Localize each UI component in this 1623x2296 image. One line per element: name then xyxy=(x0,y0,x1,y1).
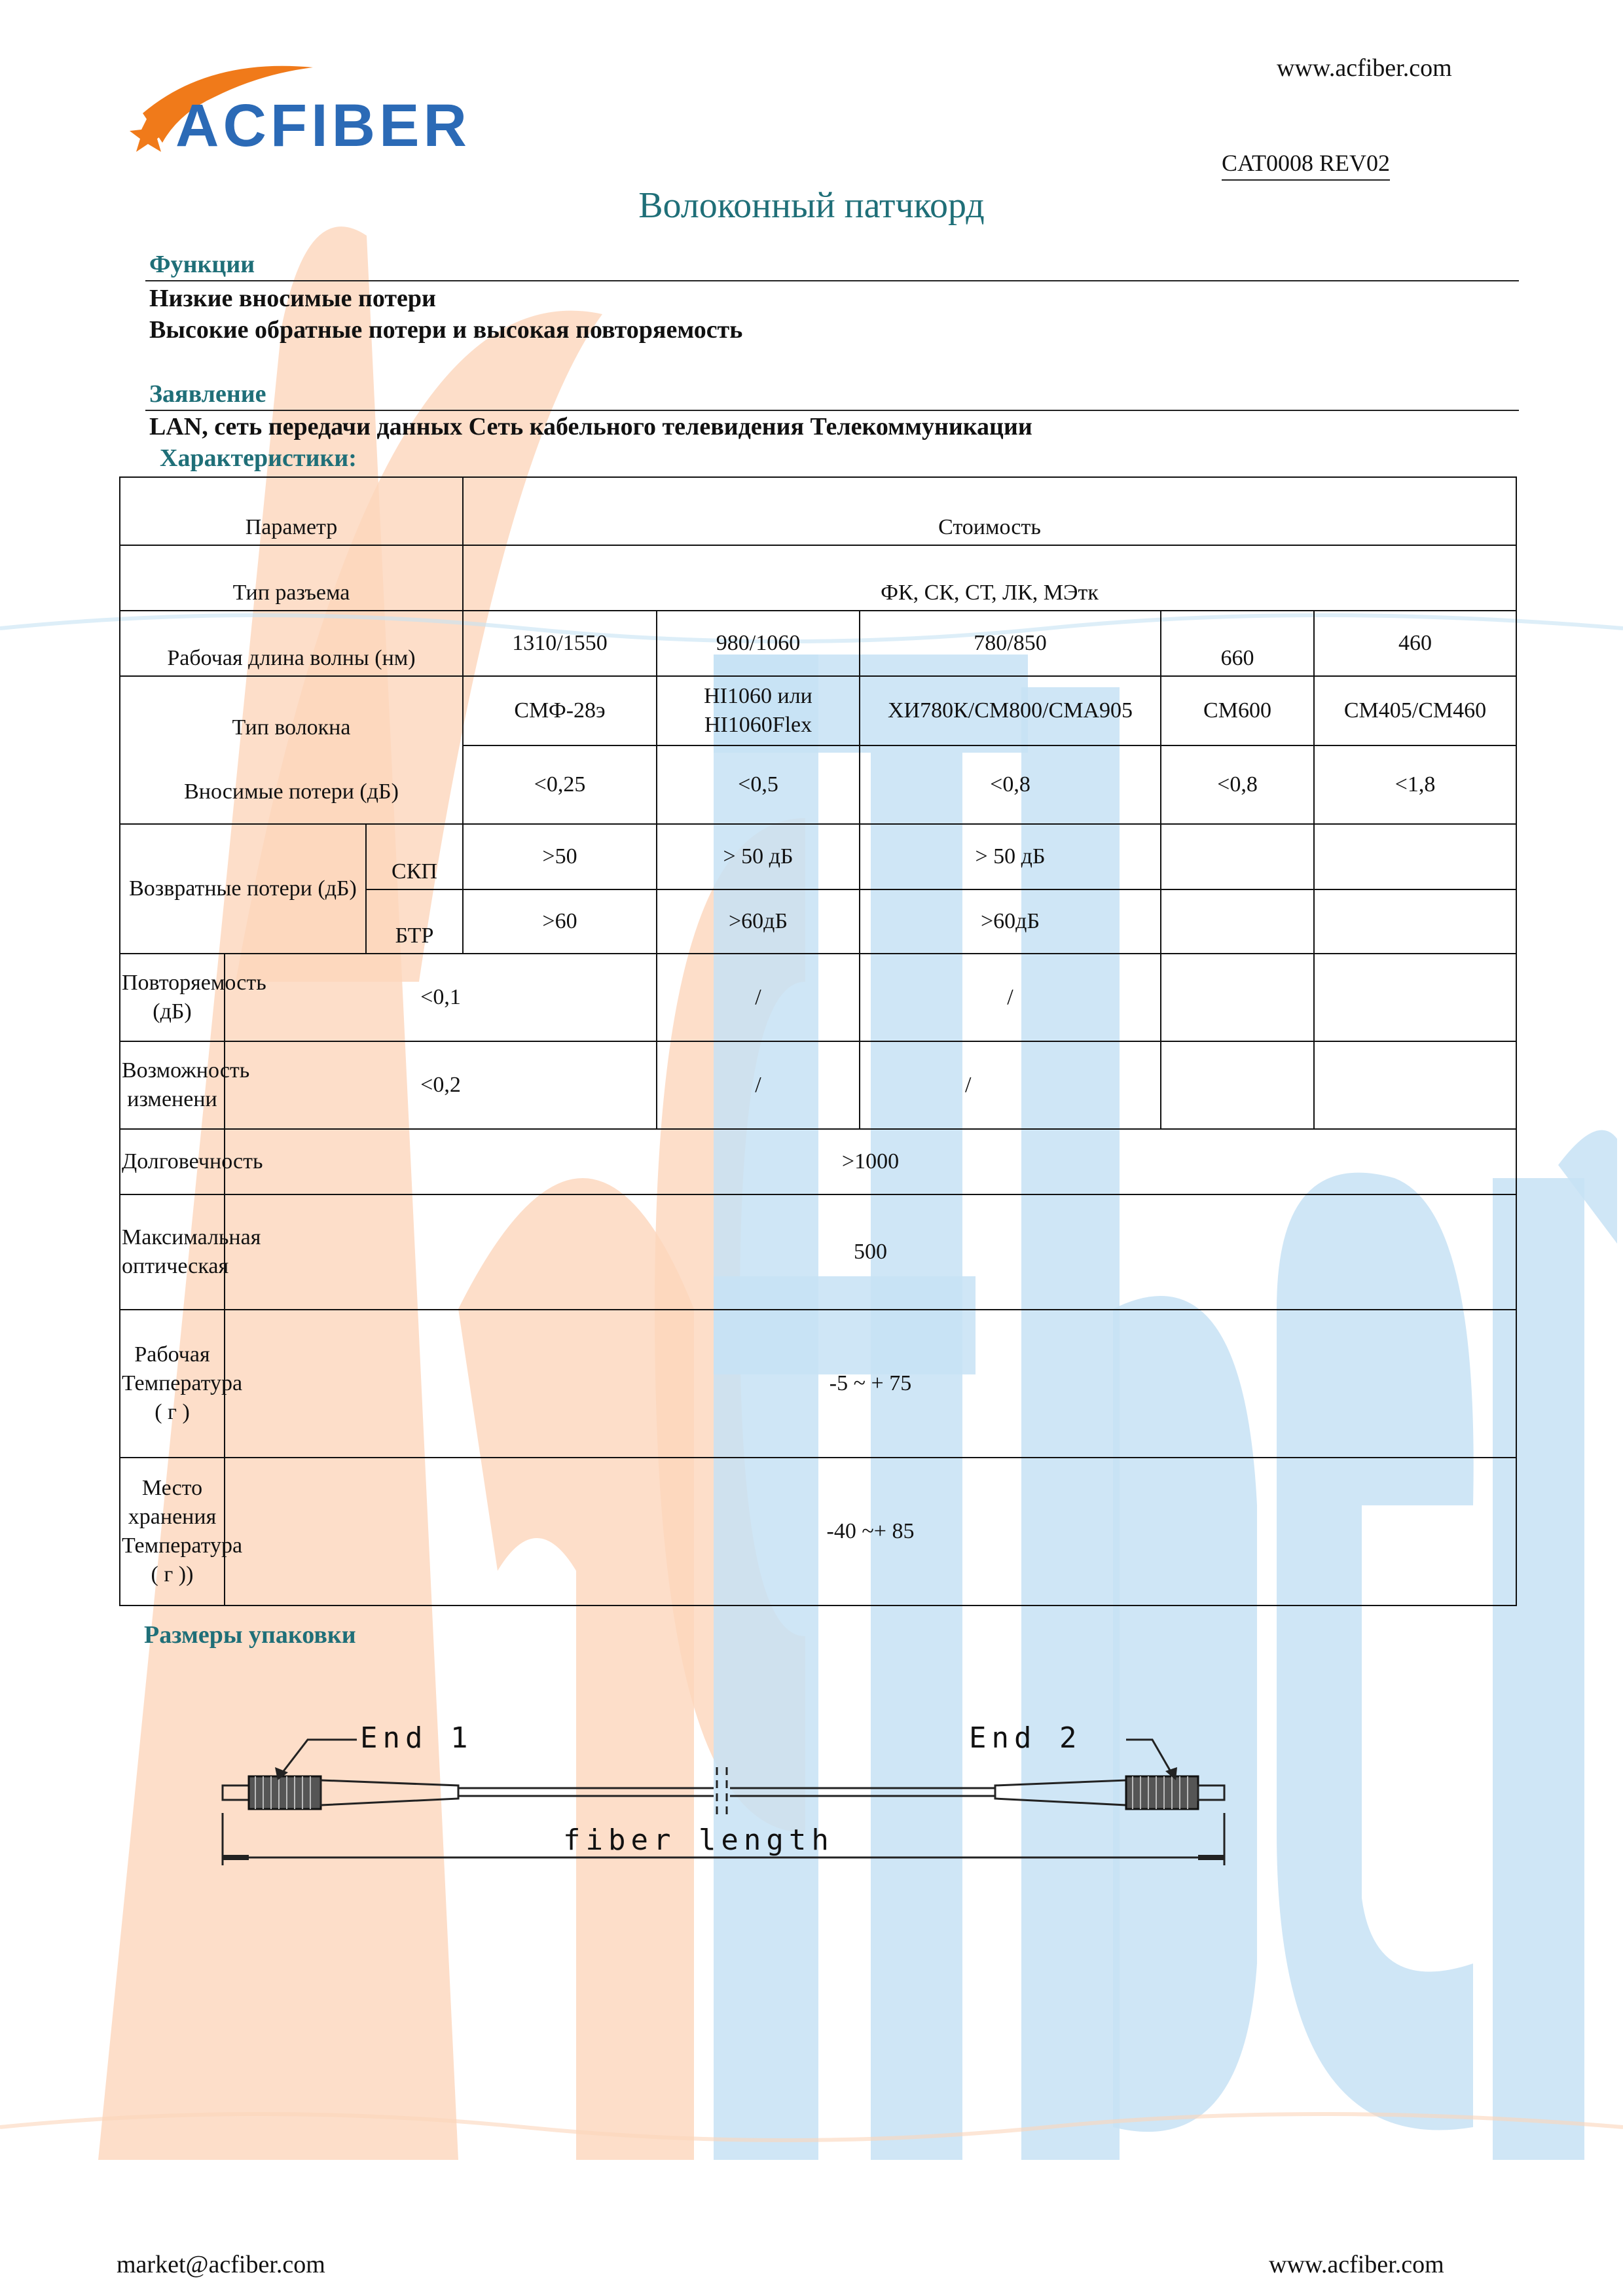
table-cell: > 50 дБ xyxy=(657,824,860,889)
table-cell xyxy=(1314,889,1516,954)
table-row xyxy=(120,954,1516,1041)
footer-email[interactable]: market@acfiber.com xyxy=(117,2251,325,2278)
table-cell: <1,8 xyxy=(1314,745,1516,824)
fiber-length-label: fiber length xyxy=(563,1823,834,1857)
table-cell xyxy=(1314,824,1516,889)
table-cell: 780/850 xyxy=(860,611,1161,676)
table-cell xyxy=(1161,954,1314,1041)
table-cell: СМ405/СМ460 xyxy=(1314,676,1516,745)
table-cell xyxy=(1161,1041,1314,1129)
table-cell: / xyxy=(657,954,860,1041)
table-header-cell: Стоимость xyxy=(463,477,1516,545)
statement-divider xyxy=(145,410,1519,411)
table-cell: <0,1 xyxy=(225,954,657,1041)
table-cell: Рабочая длина волны (нм) xyxy=(120,611,463,676)
table-row xyxy=(120,824,1516,889)
statement-text: LAN, сеть передачи данных Сеть кабельного телевидения Телекоммуникации xyxy=(149,413,1032,440)
table-cell: СКП xyxy=(366,824,463,889)
table-cell xyxy=(1161,824,1314,889)
table-cell xyxy=(1314,1041,1516,1129)
table-cell: Повторяемость (дБ) xyxy=(120,954,225,1041)
table-cell: Место хранения Температура ( г )) xyxy=(120,1458,225,1605)
table-cell xyxy=(1161,889,1314,954)
table-row xyxy=(120,477,1516,545)
footer-website[interactable]: www.acfiber.com xyxy=(1269,2251,1444,2278)
table-cell: -5 ~ + 75 xyxy=(225,1310,1516,1458)
table-row xyxy=(120,1194,1516,1310)
table-row xyxy=(120,1310,1516,1458)
statement-heading: Заявление xyxy=(149,380,266,408)
table-cell: Возможность изменени xyxy=(120,1041,225,1129)
table-cell: ФК, СК, СТ, ЛК, МЭтк xyxy=(463,545,1516,611)
fiber-type-label: Тип волокна xyxy=(232,715,351,740)
functions-divider xyxy=(145,280,1519,281)
table-cell: СМФ-28э xyxy=(463,676,657,745)
table-header-cell: Параметр xyxy=(120,477,463,545)
page-title: Волоконный патчкорд xyxy=(638,185,985,226)
table-cell: >60дБ xyxy=(657,889,860,954)
table-cell: / xyxy=(860,954,1161,1041)
table-cell: >60 xyxy=(463,889,657,954)
table-cell: >1000 xyxy=(225,1129,1516,1194)
acfiber-logo xyxy=(117,51,471,162)
table-cell: Долговечность xyxy=(120,1129,225,1194)
table-cell: <0,8 xyxy=(860,745,1161,824)
characteristics-heading: Характеристики: xyxy=(160,444,357,472)
table-cell: HI1060 или HI1060Flex xyxy=(657,676,860,745)
table-cell: 1310/1550 xyxy=(463,611,657,676)
table-cell: <0,8 xyxy=(1161,745,1314,824)
table-cell: > 50 дБ xyxy=(860,824,1161,889)
table-cell: 980/1060 xyxy=(657,611,860,676)
table-cell xyxy=(1314,954,1516,1041)
table-row xyxy=(120,611,1516,676)
table-row xyxy=(120,545,1516,611)
logo-text: ACFIBER xyxy=(175,92,471,159)
table-cell: 500 xyxy=(225,1194,1516,1310)
function-item: Высокие обратные потери и высокая повторяемость xyxy=(149,316,743,344)
table-cell: >60дБ xyxy=(860,889,1161,954)
function-item: Низкие вносимые потери xyxy=(149,285,436,312)
table-cell: Тип разъема xyxy=(120,545,463,611)
table-cell: Максимальная оптическая xyxy=(120,1194,225,1310)
table-cell: <0,5 xyxy=(657,745,860,824)
packaging-heading: Размеры упаковки xyxy=(144,1621,356,1649)
table-cell xyxy=(120,676,463,824)
specifications-table xyxy=(119,476,1517,1606)
table-cell: <0,25 xyxy=(463,745,657,824)
table-row xyxy=(120,1129,1516,1194)
table-cell: СМ600 xyxy=(1161,676,1314,745)
header-website: www.acfiber.com xyxy=(1277,54,1452,82)
fiber-patchcord-diagram xyxy=(210,1708,1257,1878)
table-cell: >50 xyxy=(463,824,657,889)
table-cell: ХИ780К/СМ800/СМА905 xyxy=(860,676,1161,745)
table-row xyxy=(120,1041,1516,1129)
table-cell: / xyxy=(860,1041,1161,1129)
insertion-loss-label: Вносимые потери (дБ) xyxy=(184,780,399,804)
table-cell: Рабочая Температура ( г ) xyxy=(120,1310,225,1458)
table-cell: <0,2 xyxy=(225,1041,657,1129)
end-1-label: End 1 xyxy=(360,1721,473,1755)
functions-heading: Функции xyxy=(149,251,255,278)
table-row xyxy=(120,676,1516,745)
table-cell: БТР xyxy=(366,889,463,954)
table-cell: / xyxy=(657,1041,860,1129)
document-code: CAT0008 REV02 xyxy=(1222,149,1390,181)
table-row xyxy=(120,1458,1516,1605)
end-2-label: End 2 xyxy=(969,1721,1082,1755)
table-cell: 460 xyxy=(1314,611,1516,676)
table-cell: -40 ~+ 85 xyxy=(225,1458,1516,1605)
table-cell: 660 xyxy=(1161,611,1314,676)
table-cell: Возвратные потери (дБ) xyxy=(120,824,366,954)
